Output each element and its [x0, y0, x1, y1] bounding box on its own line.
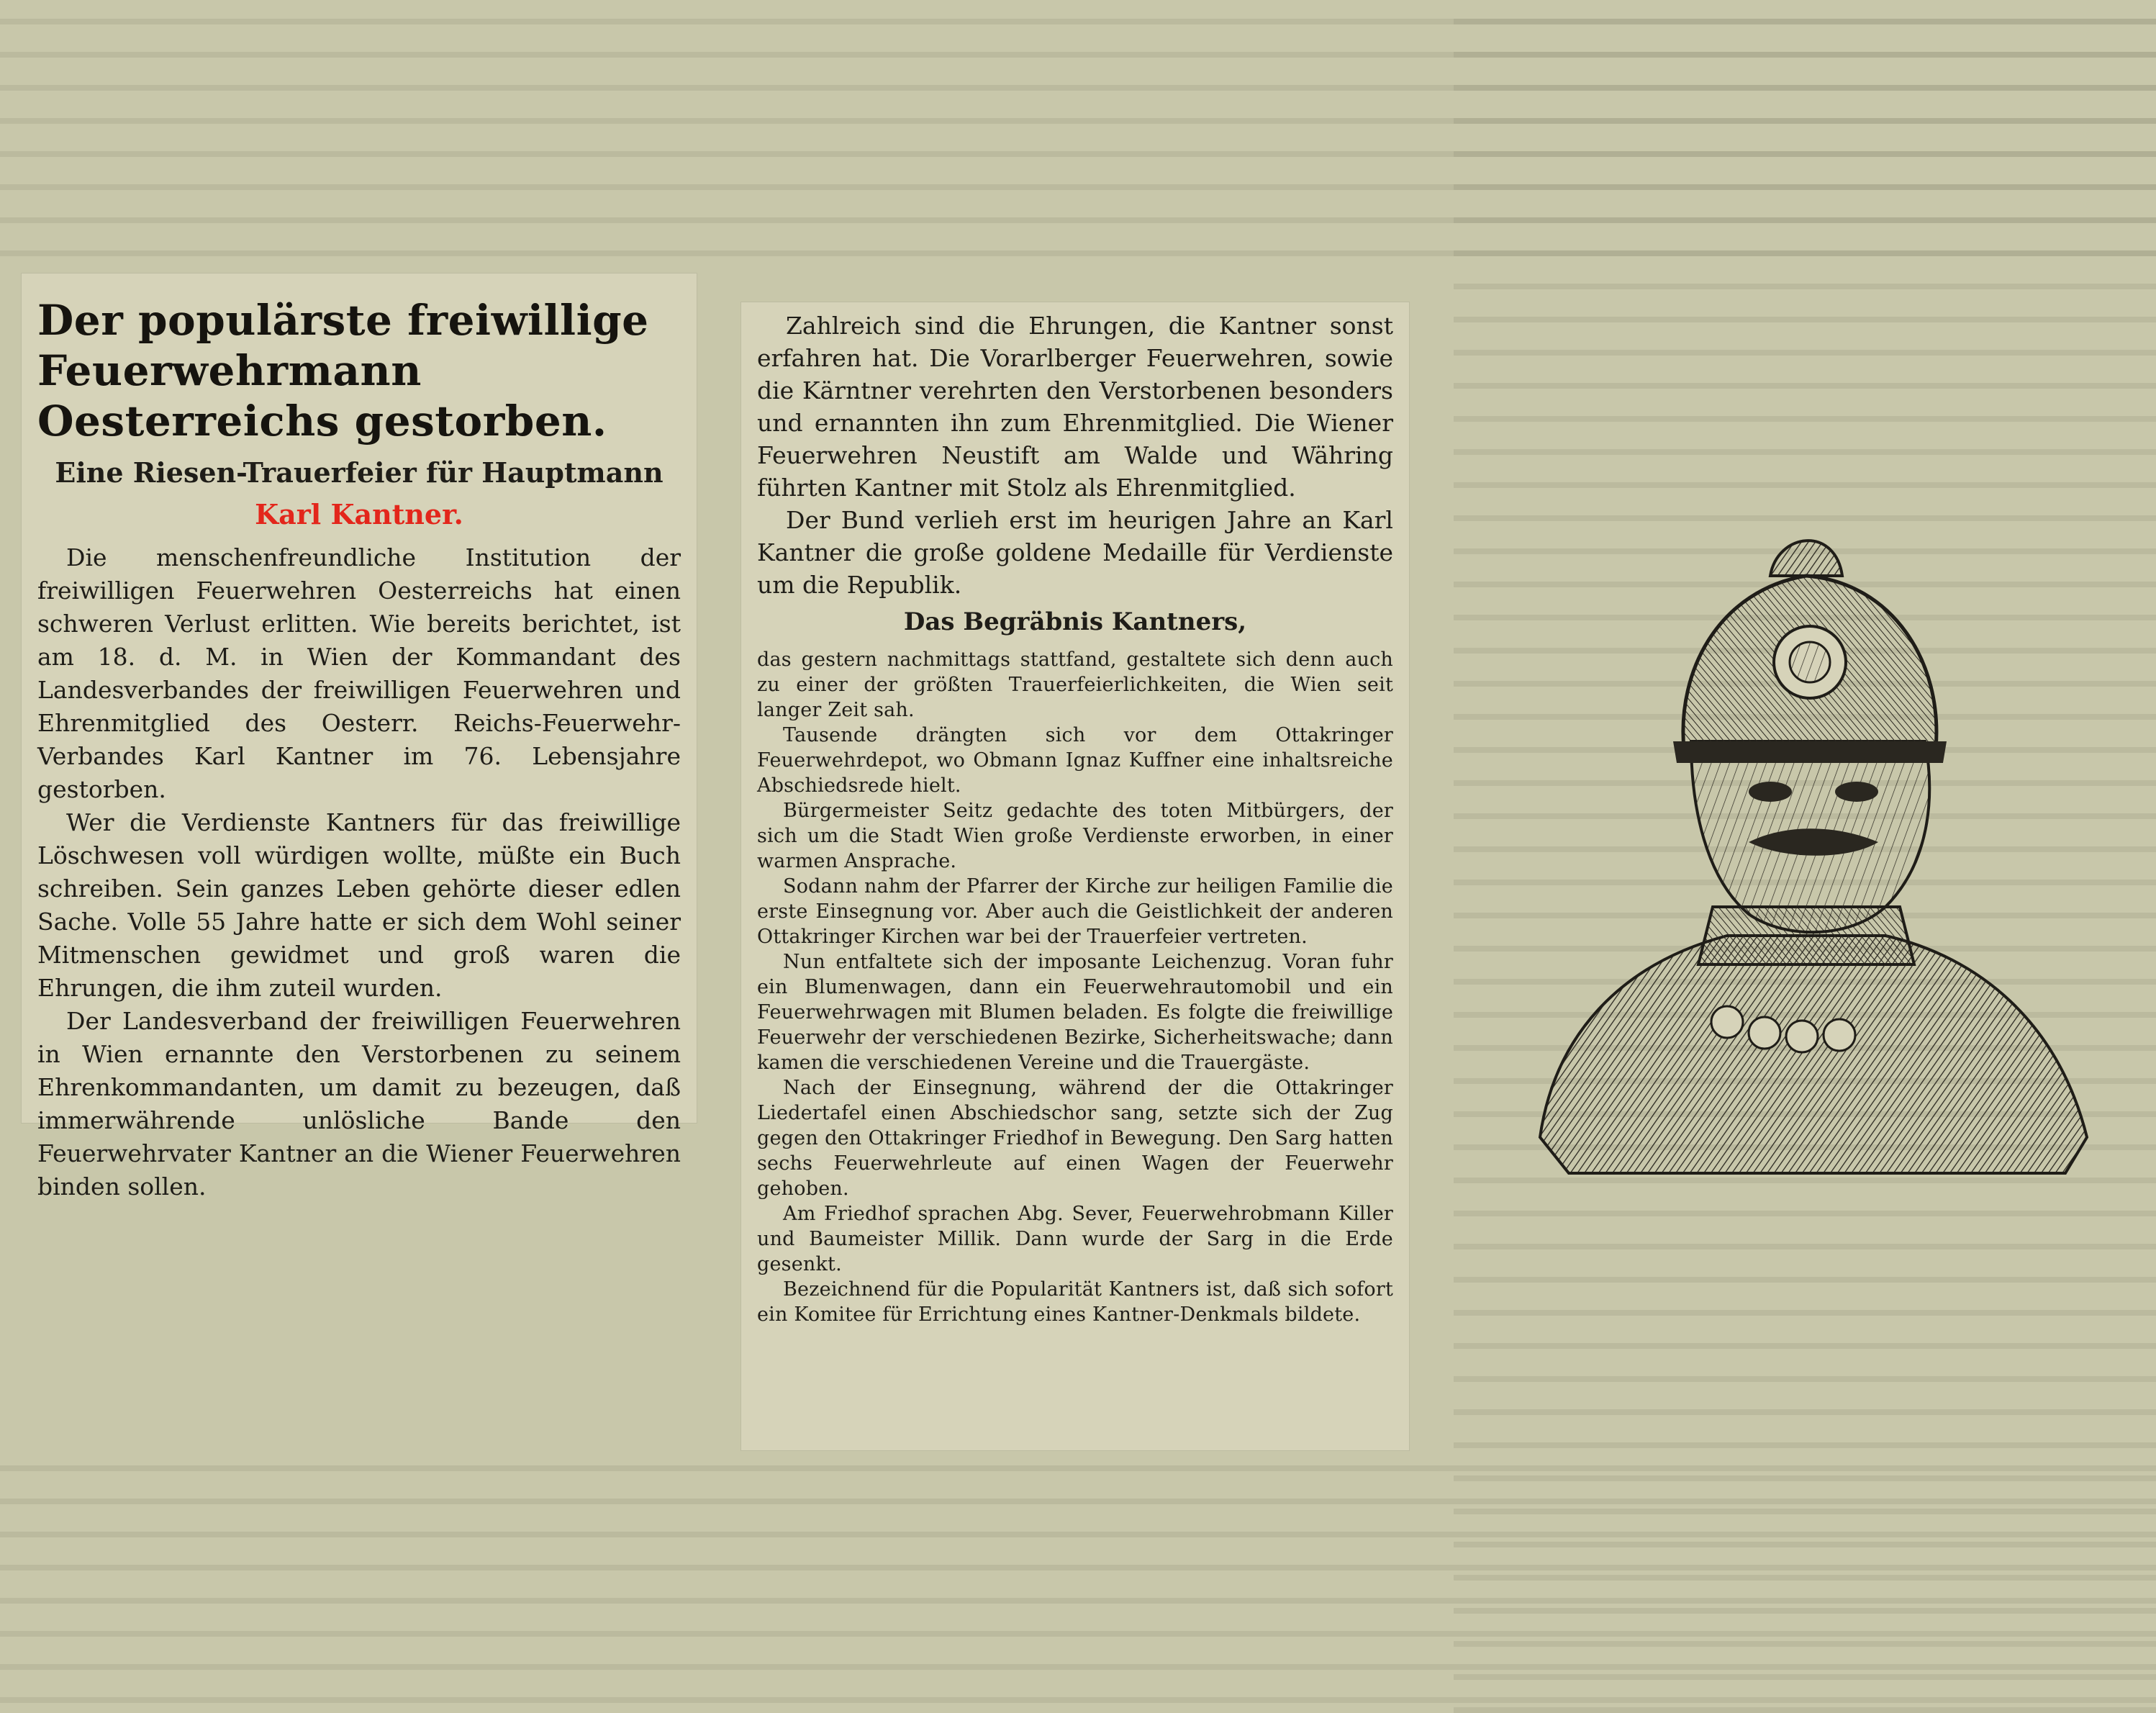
helmet-brim	[1673, 741, 1947, 763]
paragraph: Der Bund verlieh erst im heurigen Jahre an Karl Kantner die große goldene Medaille für Verdienste um die Republik.	[757, 506, 1393, 599]
paragraph: Nun entfaltete sich der imposante Leichenzug. Voran fuhr ein Blumenwagen, dann ein Feuerwehrautomobil und ein Feuerwehrwagen mit Blumen beladen. Es folgte die freiwillige Feuerwehr der verschiedenen Bezirke, Sicherheitswache; dann kamen die verschiedenen Vereine und die Trauergäste.	[757, 951, 1393, 1074]
paragraph: das gestern nachmittags stattfand, gestaltete sich denn auch zu einer der größten Trauerfeierlichkeiten, die Wien seit langer Zeit sah.	[757, 648, 1393, 721]
paragraph: Zahlreich sind die Ehrungen, die Kantner sonst erfahren hat. Die Vorarlberger Feuerwehren, sowie die Kärntner verehrten den Verstorbenen besonders und ernannten ihn zum Ehrenmitglied. Die Wiener Feuerwehren Neustift am Walde und Währing führten Kantner mit Stolz als Ehrenmitglied.	[757, 312, 1393, 502]
paragraph: Sodann nahm der Pfarrer der Kirche zur heiligen Familie die erste Einsegnung vor. Aber auch die Geistlichkeit der anderen Ottakringer Kirchen war bei der Trauerfeier vertreten.	[757, 875, 1393, 948]
funeral-report	[757, 647, 1393, 1327]
article-column-right	[741, 302, 1409, 1450]
paragraph: Tausende drängten sich vor dem Ottakringer Feuerwehrdepot, wo Obmann Ignaz Kuffner eine inhaltsreiche Abschiedsrede hielt.	[757, 724, 1393, 797]
paragraph: Wer die Verdienste Kantners für das freiwillige Löschwesen voll würdigen wollte, müßte ein Buch schreiben. Sein ganzes Leben gehörte dieser edlen Sache. Volle 55 Jahre hatte er sich dem Wohl seiner Mitmenschen gewidmet und groß waren die Ehrungen, die ihm zuteil wurden.	[37, 808, 681, 1002]
subheadline-name: Karl Kantner.	[255, 498, 463, 530]
helmet-crest	[1770, 541, 1842, 576]
column-right-body	[757, 309, 1393, 601]
portrait-engraving	[1511, 504, 2109, 1195]
paragraph: Bürgermeister Seitz gedachte des toten Mitbürgers, der sich um die Stadt Wien große Verdienste erworben, in einer warmen Ansprache.	[757, 800, 1393, 872]
article-column-left	[22, 274, 697, 1201]
paragraph: Nach der Einsegnung, während der die Ottakringer Liedertafel einen Abschiedschor sang, setzte sich der Zug gegen den Ottakringer Friedhof in Bewegung. Den Sarg hatten sechs Feuerwehrleute auf einen Wagen der Feuerwehr gehoben.	[757, 1077, 1393, 1200]
article-subheadline	[37, 452, 681, 535]
paragraph: Die menschenfreundliche Institution der freiwilligen Feuerwehren Oesterreichs hat einen schweren Verlust erlitten. Wie bereits berichtet, ist am 18. d. M. in Wien der Kommandant des Landesverbandes der freiwilligen Feuerwehren und Ehrenmitglied des Oesterr. Reichs-Feuerwehr-Verbandes Karl Kantner im 76. Lebensjahre gestorben.	[37, 543, 681, 803]
paragraph: Bezeichnend für die Popularität Kantners ist, daß sich sofort ein Komitee für Errichtung eines Kantner-Denkmals bildete.	[757, 1278, 1393, 1326]
column-left-body	[37, 541, 681, 1203]
paragraph: Am Friedhof sprachen Abg. Sever, Feuerwehrobmann Killer und Baumeister Millik. Dann wurde der Sarg in die Erde gesenkt.	[757, 1203, 1393, 1275]
uniform-shoulders	[1540, 936, 2087, 1173]
article-headline: Der populärste freiwillige Feuerwehrmann Oesterreichs gestorben.	[37, 296, 649, 446]
section-heading-funeral: Das Begräbnis Kantners,	[903, 607, 1247, 636]
subheadline-text: Eine Riesen-Trauerfeier für Hauptmann	[55, 456, 663, 489]
paragraph: Der Landesverband der freiwilligen Feuerwehren in Wien ernannte den Verstorbenen zu seinem Ehrenkommandanten, um damit zu bezeugen, daß immerwährende unlösliche Bande den Feuerwehrvater Kantner an die Wiener Feuerwehren binden sollen.	[37, 1007, 681, 1201]
bleed-through-text-bottom	[0, 1447, 2156, 1713]
